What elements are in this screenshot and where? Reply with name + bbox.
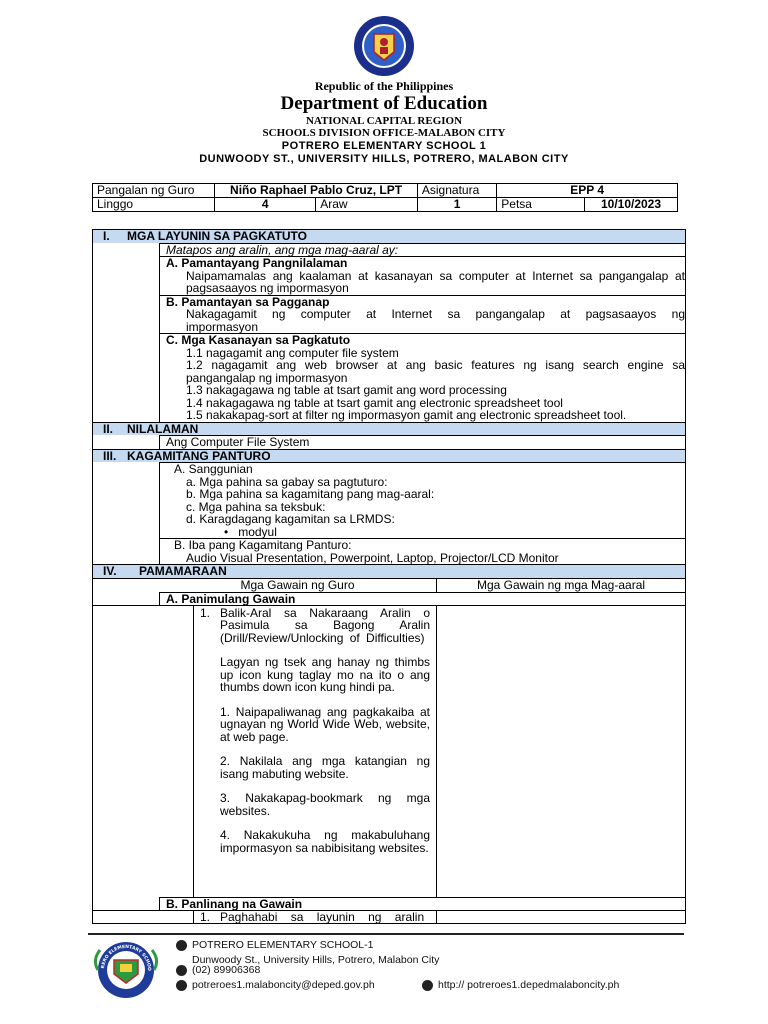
- competency-item: 1.3 nakagagawa ng table at tsart gamit ang word processing: [186, 383, 507, 397]
- section-number: IV.: [103, 564, 117, 578]
- content-text: Ang Computer File System: [159, 435, 685, 449]
- division-line: SCHOOLS DIVISION OFFICE-MALABON CITY: [262, 127, 506, 139]
- footer-email-address[interactable]: potreroes1.malaboncity@deped.gov.ph: [192, 979, 375, 991]
- teacher-activities-header: Mga Gawain ng Guro: [93, 579, 437, 592]
- date-label: Petsa: [497, 198, 585, 212]
- performance-standard: [159, 295, 685, 334]
- day-label: Araw: [320, 197, 348, 211]
- section-title: KAGAMITANG PANTURO: [127, 448, 271, 463]
- info-table: [92, 183, 678, 212]
- phone-icon: [176, 965, 187, 976]
- footer-phone: [176, 963, 260, 978]
- learning-competencies: [159, 333, 685, 422]
- footer-phone-number: (02) 89906368: [192, 964, 261, 976]
- teacher-activity-cell: [193, 606, 437, 897]
- section-objectives-header: [93, 230, 685, 243]
- checklist-item: 3. Nakakapag-bookmark ng mga websites.: [220, 791, 430, 818]
- footer-school-name: POTRERO ELEMENTARY SCHOOL-1: [192, 939, 374, 951]
- globe-icon: [422, 980, 433, 991]
- competency-item: 1.5 nakakapag-sort at filter ng impormasyon gamit ang electronic spreadsheet tool.: [186, 408, 627, 422]
- development-activity-title: B. Panlinang na Gawain: [159, 897, 685, 910]
- competency-item: 1.4 nakagagawa ng table at tsart gamit ang electronic spreadsheet tool: [186, 395, 563, 410]
- activity-number: 1.: [200, 909, 211, 924]
- checklist-item: 2. Nakilala ang mga katangian ng isang mabuting website.: [220, 754, 430, 781]
- footer-divider: [88, 933, 684, 935]
- region-line: NATIONAL CAPITAL REGION: [305, 115, 463, 127]
- section-number: III.: [103, 448, 117, 463]
- performance-standard-title: B. Pamantayan sa Pagganap: [166, 294, 330, 309]
- day-value: 1: [417, 198, 496, 212]
- activity-number: 1.: [200, 605, 211, 620]
- school-logo-text: [90, 940, 162, 1000]
- activity-item: [200, 911, 430, 924]
- checklist-item: 4. Nakakukuha ng makabuluhang impormasyon sa nabibisitang websites.: [220, 828, 430, 855]
- section-title: NILALAMAN: [127, 421, 199, 436]
- checklist-item: 1. Naipapaliwanag ang pagkakaiba at ugnayan ng World Wide Web, website, at web page.: [220, 704, 430, 744]
- footer-email[interactable]: [176, 978, 375, 993]
- procedure-columns: [93, 578, 685, 592]
- bullet-icon: •: [224, 524, 229, 539]
- address-line: DUNWOODY ST., UNIVERSITY HILLS, POTRERO, MALABON CITY: [199, 153, 569, 165]
- objectives-intro: Matapos ang aralin, ang mga mag-aaral ay:: [159, 243, 685, 257]
- subject-label: Asignatura: [417, 184, 496, 198]
- reference-item: b. Mga pahina sa kagamitang pang mag-aaral:: [186, 487, 435, 501]
- competency-item: 1.1 nagagamit ang computer file system: [186, 345, 399, 360]
- development-activity-row: [93, 910, 685, 923]
- other-materials: [159, 538, 685, 564]
- activity-text: Balik-Aral sa Nakaraang Aralin o Pasimula sa Bagong Aralin (Drill/Review/Unlocking of Difficulties): [220, 605, 430, 645]
- lesson-plan-table: [92, 229, 686, 924]
- section-materials-header: [93, 449, 685, 463]
- footer-website-url[interactable]: http:// potreroes1.depedmalaboncity.ph: [438, 979, 620, 991]
- week-value: 4: [215, 198, 316, 211]
- activity-text: Paghahabi sa layunin ng aralin: [220, 909, 425, 924]
- deped-seal-logo: [336, 14, 432, 78]
- teacher-activity-cell: [193, 911, 437, 923]
- section-number: II.: [103, 421, 114, 436]
- intro-activity-row: [93, 605, 685, 897]
- instruction-text: Lagyan ng tsek ang hanay ng thimbs up icon kung taglay mo na ito o ang thumbs down icon kung hindi pa.: [220, 655, 430, 694]
- activity-item: [200, 607, 430, 645]
- content-standard: [159, 256, 685, 295]
- footer-website[interactable]: [422, 978, 619, 993]
- teacher-label: Pangalan ng Guro: [93, 184, 215, 198]
- bullet-item: [166, 526, 685, 539]
- home-icon: [176, 940, 187, 951]
- section-title: PAMAMARAAN: [139, 564, 227, 578]
- footer-school: [176, 938, 373, 953]
- email-icon: [176, 980, 187, 991]
- content-standard-title: A. Pamantayang Pangnilalaman: [166, 256, 348, 270]
- student-activity-cell: [437, 606, 685, 897]
- student-activities-header: Mga Gawain ng mga Mag-aaral: [476, 577, 646, 592]
- teacher-name: Niño Raphael Pablo Cruz, LPT: [215, 184, 418, 198]
- reference-item: a. Mga pahina sa gabay sa pagtuturo:: [186, 474, 388, 489]
- other-materials-text: Audio Visual Presentation, Powerpoint, Laptop, Projector/LCD Monitor: [186, 550, 559, 565]
- section-title: MGA LAYUNIN SA PAGKATUTO: [127, 229, 308, 243]
- section-content-header: [93, 422, 685, 436]
- content-standard-text: Naipamamalas ang kaalaman at kasanayan sa computer at Internet sa pangangalap at pagsasaayos ng impormasyon: [186, 268, 685, 295]
- department-title: Department of Education: [280, 93, 488, 114]
- other-materials-title: B. Iba pang Kagamitang Panturo:: [174, 538, 352, 552]
- references: [159, 462, 685, 538]
- reference-item: d. Karagdagang kagamitan sa LRMDS:: [186, 512, 395, 526]
- references-title: A. Sanggunian: [174, 462, 253, 476]
- learning-competencies-title: C. Mga Kasanayan sa Pagkatuto: [166, 333, 351, 347]
- section-number: I.: [103, 229, 110, 243]
- school-logo-label: RERO ELEMENTARY SCHOO: [101, 944, 152, 972]
- section-procedure-header: [93, 564, 685, 578]
- performance-standard-text: Nakagagamit ng computer at Internet sa pangangalap at pagsasaayos ng impormasyon: [186, 307, 685, 334]
- week-label: Linggo: [93, 198, 215, 212]
- intro-activity-title: A. Panimulang Gawain: [159, 592, 685, 605]
- bullet-text: modyul: [238, 524, 277, 539]
- republic-line: Republic of the Philippines: [314, 79, 454, 93]
- competency-item: 1.2 nagagamit ang web browser at ang basic features ng isang search engine sa pangangalap ng impormasyon: [186, 358, 685, 385]
- subject-value: EPP 4: [497, 184, 678, 198]
- reference-item: c. Mga pahina sa teksbuk:: [186, 499, 326, 514]
- student-activity-cell: [437, 911, 685, 923]
- school-line: POTRERO ELEMENTARY SCHOOL 1: [281, 140, 487, 152]
- date-value: 10/10/2023: [585, 198, 678, 212]
- footer-address: Dunwoody St., University Hills, Potrero, Malabon City: [192, 954, 440, 966]
